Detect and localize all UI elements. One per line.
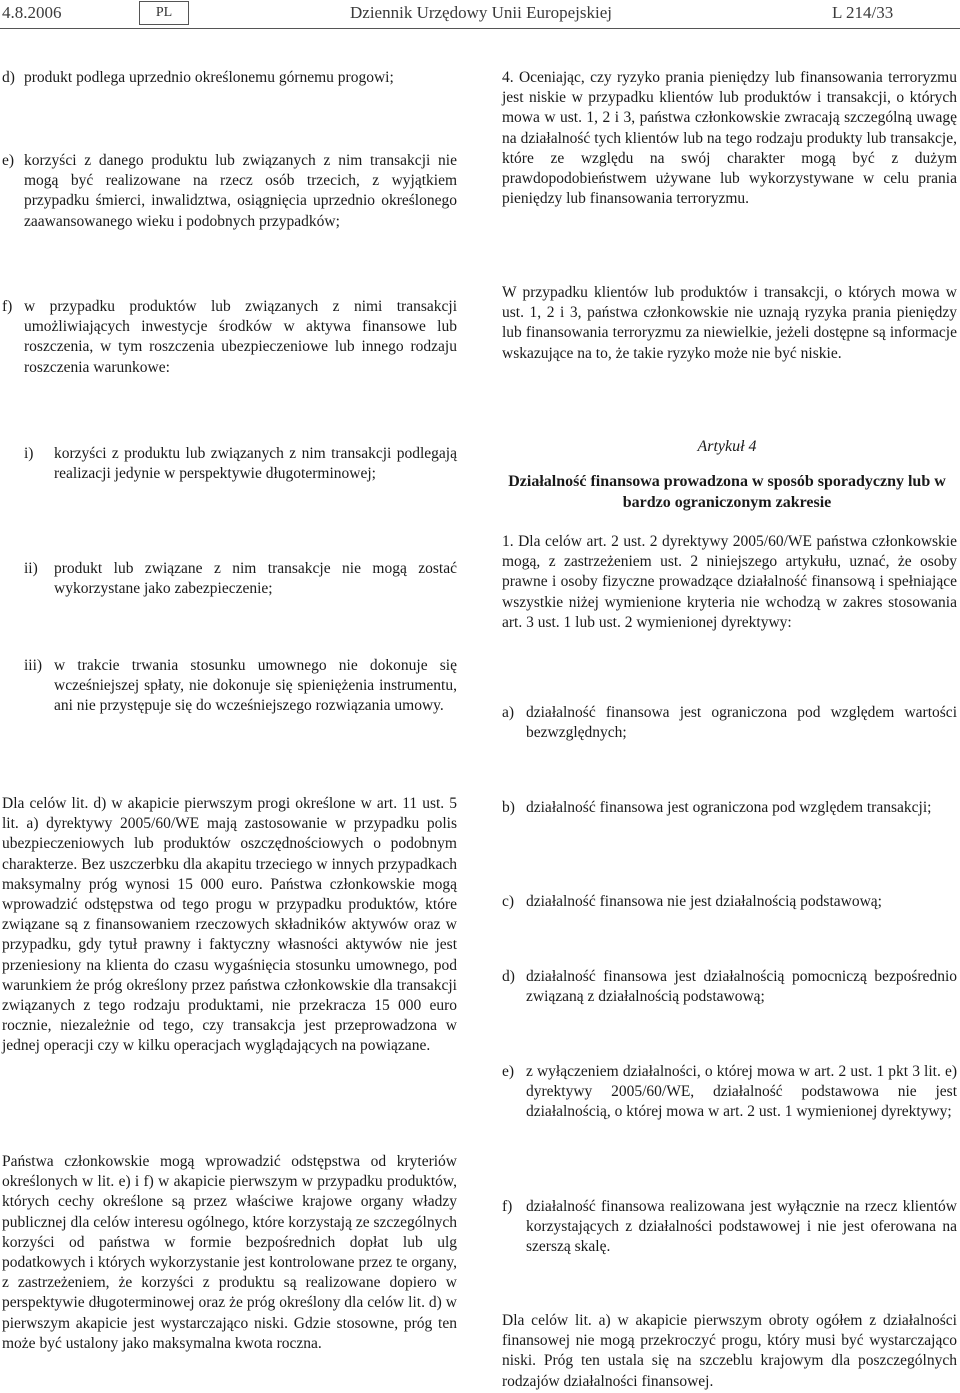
list-label: f) (2, 298, 13, 315)
paragraph-1: 1. Dla celów art. 2 ust. 2 dyrektywy 2005/60/WE państwa członkowskie mogą, z zastrzeżeniem ust. 2 niniejszego artykułu, uznać, że osoby prawne i osoby fizyczne prowadzące działalność finansową i spełniające wszystkie niżej wymienione kryteria nie wchodzą w zakres stosowania art. 3 ust. 1 lub ust. 2 wymienionej dyrektywy: (502, 533, 957, 631)
list-text: korzyści z produktu lub związanych z nim transakcji podlegają realizacji jedynie w perspektywie długoterminowej; (54, 445, 457, 483)
list-label: c) (502, 893, 515, 910)
publication-date: 4.8.2006 (2, 3, 62, 22)
criteria-item-b (502, 798, 957, 818)
sublist-item-iii (24, 656, 457, 717)
list-label: e) (502, 1063, 515, 1080)
header-rule (0, 28, 960, 29)
list-text: działalność finansowa jest ograniczona pod względem transakcji; (526, 799, 932, 816)
language-badge: PL (139, 1, 189, 25)
list-text: korzyści z danego produktu lub związanych z nim transakcji nie mogą być realizowane na rzecz osób trzecich, z wyjątkiem przypadku śmierci, inwalidztwa, osiągnięcia uprzednio określonego zaawansowanego wieku i podobnych przypadków; (24, 152, 457, 230)
paragraph-4: 4. Oceniając, czy ryzyko prania pieniędzy lub finansowania terroryzmu jest niskie w przypadku klientów lub produktów i transakcji, o których mowa w ust. 1, 2 i 3, państwa członkowskie zwracają szczególną uwagę na działalność tych klientów lub na tego rodzaju produkty lub transakcje, które ze względu na swój charakter mogą być z dużym prawdopodobieństwem używane lub wykorzystywane w celu prania pieniędzy lub finansowania terroryzmu. (502, 69, 957, 208)
list-text: w trakcie trwania stosunku umownego nie dokonuje się wcześniejszej spłaty, nie dokonuje się spieniężenia instrumentu, ani nie przystępuje się do wcześniejszego rozwiązania umowy. (54, 657, 457, 715)
page-reference: L 214/33 (832, 3, 894, 22)
list-text: produkt podlega uprzednio określonemu górnemu progowi; (24, 69, 394, 86)
paragraph-thresholds: Dla celów lit. d) w akapicie pierwszym progi określone w art. 11 ust. 5 lit. a) dyrektywy 2005/60/WE mają zastosowanie w przypadku polis ubezpieczeniowych lub produktów oszczędnościowych o podobnym charakterze. Bez uszczerbku dla akapitu trzeciego w innych przypadkach maksymalny próg wynosi 15 000 euro. Państwa członkowskie mogą wprowadzić odstępstwa od tego progu w przypadku produktów, które związane są z finansowaniem rzeczowych składników aktywów oraz w przypadku, gdy tytuł prawny i faktyczny własności aktywów nie jest przeniesiony na klienta do czasu wygaśnięcia stosunku umownego, pod warunkiem że próg określony przez państwa członkowskie dla transakcji związanych z tego rodzaju produktami, nie przekracza 15 000 euro rocznie, niezależnie od tego, czy transakcja jest przeprowadzona w jednej operacji czy w kilku operacjach wyglądających na powiązane. (2, 795, 457, 1055)
list-text: z wyłączeniem działalności, o której mowa w art. 2 ust. 1 pkt 3 lit. e) dyrektywy 2005/60/WE, działalność podstawowa nie jest działalnością, o której mowa w art. 2 ust. 1 wymienionej dyrektywy; (526, 1063, 957, 1121)
list-text: produkt lub związane z nim transakcje nie mogą zostać wykorzystane jako zabezpieczenie; (54, 560, 457, 598)
list-label: f) (502, 1198, 513, 1215)
list-label: e) (2, 152, 15, 169)
sublist-item-i (24, 444, 457, 484)
list-label: iii) (24, 657, 43, 674)
journal-title: Dziennik Urzędowy Unii Europejskiej (350, 3, 613, 22)
list-text: działalność finansowa jest ograniczona pod względem wartości bezwzględnych; (526, 704, 957, 742)
paragraph-4-continued: W przypadku klientów lub produktów i transakcji, o których mowa w ust. 1, 2 i 3, państwa członkowskie nie uznają ryzyka prania pieniędzy lub finansowania terroryzmu za niewielkie, jeżeli dostępne są informacje wskazujące na to, że takie ryzyko może nie być niskie. (502, 284, 957, 362)
list-text: w przypadku produktów lub związanych z nimi transakcji umożliwiających inwestycje środków w aktywa finansowe lub roszczenia, w tym roszczenia ubezpieczeniowe lub innego rodzaju roszczenia warunkowe: (24, 298, 457, 376)
list-label: a) (502, 704, 515, 721)
list-item-d (2, 68, 457, 88)
list-label: d) (2, 69, 15, 86)
list-text: działalność finansowa nie jest działalnością podstawową; (526, 893, 882, 910)
paragraph-derogations: Państwa członkowskie mogą wprowadzić odstępstwa od kryteriów określonych w lit. e) i f) w akapicie pierwszym w przypadku produktów, których cechy określone są przez właściwe krajowe organy władzy publicznej dla celów interesu ogólnego, które korzystają ze szczególnych korzyści od państwa w formie bezpośrednich dopłat lub ulg podatkowych i których wykorzystanie jest kontrolowane przez te organy, z zastrzeżeniem, że korzyści z produktu są realizowane dopiero w perspektywie długoterminowej oraz że próg określony dla celów lit. d) w pierwszym akapicie jest wystarczająco niski. Gdzie stosowne, próg ten może być ustalony jako maksymalna kwota roczna. (2, 1153, 457, 1352)
list-label: i) (24, 445, 34, 462)
criteria-item-c (502, 892, 957, 912)
article-title: Artykuł 4 (697, 438, 757, 455)
list-text: działalność finansowa jest działalnością pomocniczą bezpośrednio związaną z działalnością podstawową; (526, 968, 957, 1006)
article-heading: Działalność finansowa prowadzona w sposób sporadyczny lub w bardzo ograniczonym zakresie (508, 473, 946, 511)
list-label: b) (502, 799, 515, 816)
list-text: działalność finansowa realizowana jest wyłącznie na rzecz klientów korzystających z działalności podstawowej i nie jest oferowana na szerszą skalę. (526, 1198, 957, 1256)
list-item-f (2, 297, 457, 378)
paragraph-turnover-threshold: Dla celów lit. a) w akapicie pierwszym obroty ogółem z działalności finansowej nie mogą przekroczyć progu, który musi być wystarczająco niski. Próg ten ustala się na szczeblu krajowym dla poszczególnych rodzajów działalności finansowej. (502, 1312, 957, 1390)
criteria-item-a (502, 703, 957, 743)
sublist-item-ii (24, 559, 457, 599)
list-label: d) (502, 968, 515, 985)
list-item-e (2, 151, 457, 232)
criteria-item-d (502, 967, 957, 1007)
criteria-item-f (502, 1197, 957, 1258)
list-label: ii) (24, 560, 38, 577)
criteria-item-e (502, 1062, 957, 1123)
page-header (0, 0, 960, 30)
